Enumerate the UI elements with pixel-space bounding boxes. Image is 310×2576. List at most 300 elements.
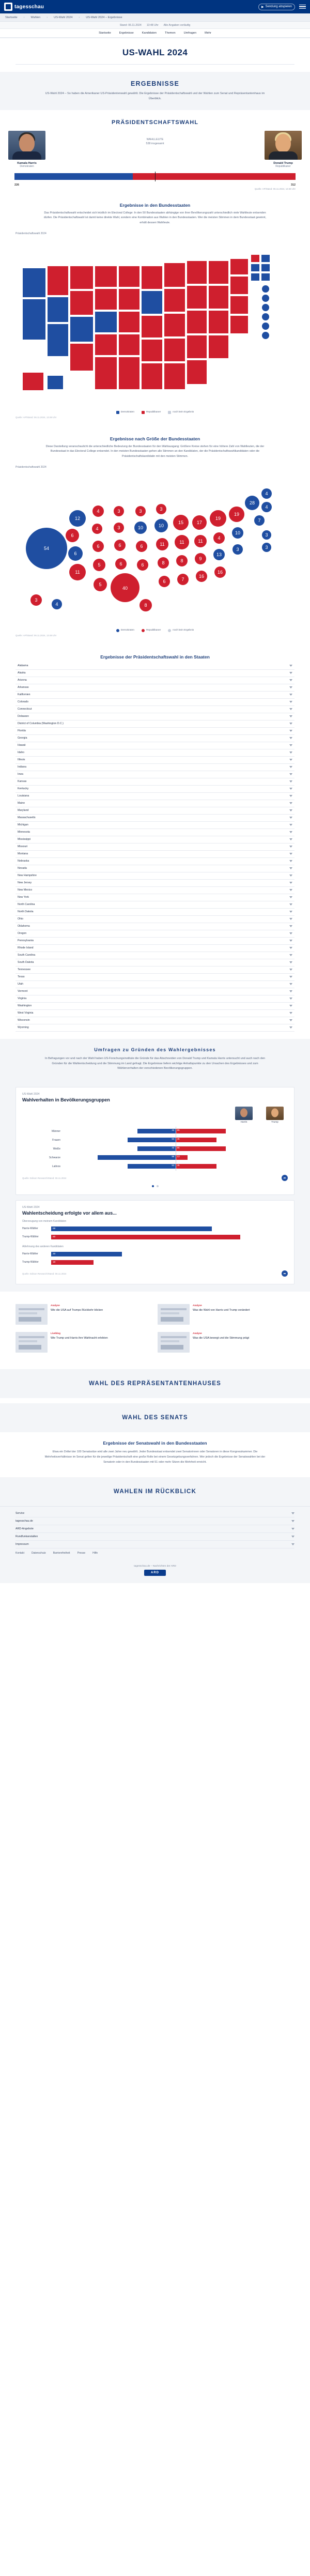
chevron-down-icon[interactable] bbox=[289, 846, 292, 848]
chevron-down-icon[interactable] bbox=[291, 1536, 295, 1538]
page-title: US-WAHL 2024 bbox=[122, 48, 188, 57]
chevron-down-icon[interactable] bbox=[289, 780, 292, 783]
share-icon[interactable]: ➦ bbox=[282, 1270, 288, 1277]
state-name: Wisconsin bbox=[18, 1019, 30, 1022]
footer-section-row[interactable] bbox=[16, 1541, 295, 1548]
bar-left-half bbox=[64, 1146, 176, 1151]
presidential-section bbox=[0, 110, 310, 190]
footer-link[interactable]: Barrierefreiheit bbox=[53, 1552, 70, 1555]
bar-row-label: Männer bbox=[52, 1129, 60, 1133]
state-row[interactable] bbox=[16, 663, 295, 670]
state-name: Montana bbox=[18, 852, 28, 856]
chevron-down-icon[interactable] bbox=[289, 686, 292, 688]
bar-row bbox=[22, 1162, 288, 1171]
svg-text:6: 6 bbox=[74, 550, 77, 556]
state-row[interactable] bbox=[16, 713, 295, 720]
state-row[interactable] bbox=[16, 1010, 295, 1017]
chevron-down-icon[interactable] bbox=[289, 817, 292, 819]
candidate-party: Demokraten bbox=[20, 164, 34, 168]
svg-text:10: 10 bbox=[235, 530, 241, 535]
us-bubble-map[interactable] bbox=[16, 471, 295, 626]
card-title: Wahlentscheidung erfolgte vor allem aus... bbox=[22, 1210, 117, 1216]
footer-section-label: Service bbox=[16, 1512, 25, 1515]
chevron-down-icon[interactable] bbox=[289, 998, 292, 1000]
bar-harris bbox=[128, 1164, 176, 1169]
breadcrumb-item-1[interactable]: Wahlen bbox=[30, 16, 41, 19]
map-caption: Präsidentschaftswahl 2024 bbox=[16, 465, 47, 469]
chevron-down-icon[interactable] bbox=[289, 896, 292, 898]
chevron-down-icon[interactable] bbox=[289, 701, 292, 703]
state-row[interactable] bbox=[16, 706, 295, 713]
breadcrumb-item-3[interactable]: US-Wahl 2024 – Ergebnisse bbox=[86, 16, 122, 19]
play-broadcast-button[interactable] bbox=[258, 4, 295, 10]
ard-logo-label: ARD bbox=[151, 1571, 159, 1575]
teaser-row-1 bbox=[16, 1304, 295, 1325]
state-name: District of Columbia (Washington D.C.) bbox=[18, 722, 64, 726]
tab-ergebnisse[interactable]: Ergebnisse bbox=[119, 32, 134, 35]
teaser-text bbox=[51, 1304, 152, 1325]
tab-themen[interactable]: Themen bbox=[165, 32, 176, 35]
bar-right-half bbox=[176, 1146, 288, 1151]
state-row[interactable] bbox=[16, 916, 295, 923]
state-row[interactable] bbox=[16, 945, 295, 952]
electors-section-text: Das Präsidentschaftswahl entscheidet sich letztlich im Electoral College: In den 50 Bundesstaaten abhängige von ihrer Bevölkerungszahl unterschiedlich viele Wahlleute entsenden dürfen. Die Präsidentschaftswahl ist damit keine direkte Wahl, sondern eine Kombination aus Wahlen in den Bundesstaaten. Wer die meisten Stimmen in dem Bundesstaat gewinnt, erhält dessen Wahlleute. bbox=[43, 211, 267, 224]
chevron-down-icon[interactable] bbox=[289, 903, 292, 906]
breadcrumb-item-0[interactable]: Startseite bbox=[5, 16, 18, 19]
state-row[interactable] bbox=[16, 684, 295, 692]
state-row[interactable] bbox=[16, 865, 295, 872]
state-name: Vermont bbox=[18, 990, 28, 993]
state-name: Wyoming bbox=[18, 1026, 29, 1030]
chart-card-wahlverhalten bbox=[16, 1087, 295, 1195]
state-name: Mississippi bbox=[18, 838, 31, 841]
legend-thumb-harris bbox=[235, 1107, 253, 1124]
chevron-down-icon[interactable] bbox=[289, 802, 292, 804]
state-row[interactable] bbox=[16, 829, 295, 836]
svg-text:13: 13 bbox=[216, 551, 222, 557]
teaser-thumbnail bbox=[158, 1304, 190, 1325]
footer-section-row[interactable] bbox=[16, 1517, 295, 1525]
state-row[interactable] bbox=[16, 851, 295, 858]
state-row[interactable] bbox=[16, 720, 295, 728]
svg-text:10: 10 bbox=[158, 523, 164, 528]
results-band bbox=[0, 72, 310, 110]
state-row[interactable] bbox=[16, 844, 295, 851]
bar-track bbox=[51, 1235, 288, 1239]
tab-kandidaten[interactable]: Kandidaten bbox=[142, 32, 157, 35]
legend-item-rep bbox=[142, 411, 161, 414]
chevron-down-icon[interactable] bbox=[289, 694, 292, 696]
chevron-down-icon[interactable] bbox=[289, 860, 292, 862]
state-name: Oregon bbox=[18, 932, 27, 936]
state-row[interactable] bbox=[16, 1003, 295, 1010]
top-bar bbox=[0, 0, 310, 13]
chevron-down-icon[interactable] bbox=[289, 947, 292, 949]
state-name: Kentucky bbox=[18, 787, 29, 791]
states-list-title: Ergebnisse der Präsidentschaftswahl in den Staaten bbox=[100, 654, 210, 660]
state-row[interactable] bbox=[16, 858, 295, 865]
chevron-down-icon[interactable] bbox=[289, 918, 292, 920]
state-name: South Dakota bbox=[18, 961, 34, 964]
chevron-down-icon[interactable] bbox=[289, 867, 292, 869]
state-row[interactable] bbox=[16, 952, 295, 959]
state-row[interactable] bbox=[16, 988, 295, 995]
candidate-name: Donald Trump bbox=[273, 161, 293, 165]
chevron-down-icon[interactable] bbox=[289, 672, 292, 674]
svg-text:10: 10 bbox=[137, 525, 144, 530]
breadcrumb-item-2[interactable]: US-Wahl 2024 bbox=[54, 16, 73, 19]
state-row[interactable] bbox=[16, 742, 295, 749]
svg-text:16: 16 bbox=[198, 573, 205, 579]
state-row[interactable] bbox=[16, 677, 295, 684]
retro-title: WAHLEN IM RÜCKBLICK bbox=[113, 1489, 197, 1495]
state-row[interactable] bbox=[16, 800, 295, 807]
chevron-down-icon[interactable] bbox=[291, 1528, 295, 1530]
map-source: Quelle: AP/Stand: 06.11.2024, 13:48 Uhr bbox=[16, 634, 57, 637]
card-footer bbox=[22, 1175, 288, 1181]
svg-text:7: 7 bbox=[181, 576, 184, 582]
teaser-card[interactable] bbox=[158, 1304, 295, 1325]
teaser-card[interactable] bbox=[16, 1304, 152, 1325]
state-name: Illinois bbox=[18, 758, 25, 762]
chevron-down-icon[interactable] bbox=[289, 766, 292, 768]
retro-band[interactable] bbox=[0, 1477, 310, 1506]
state-row[interactable] bbox=[16, 887, 295, 894]
state-name: Nevada bbox=[18, 867, 27, 870]
chevron-down-icon[interactable] bbox=[289, 809, 292, 811]
state-name: Iowa bbox=[18, 773, 23, 776]
bar-value-trump: 13 bbox=[177, 1155, 180, 1158]
legend-item-dem bbox=[116, 629, 134, 632]
legend-label-rep: Republikaner bbox=[146, 629, 161, 632]
bar-value-trump: 45 bbox=[177, 1163, 180, 1167]
state-row[interactable] bbox=[16, 923, 295, 930]
tab-mehr[interactable]: Mehr bbox=[205, 32, 211, 35]
legend-label-dem: Demokraten bbox=[120, 629, 135, 632]
state-row[interactable] bbox=[16, 771, 295, 778]
state-row[interactable] bbox=[16, 959, 295, 967]
svg-text:3: 3 bbox=[139, 508, 142, 514]
footer-links bbox=[16, 1552, 295, 1560]
chevron-down-icon[interactable] bbox=[289, 1026, 292, 1029]
legend-thumb-trump bbox=[266, 1107, 284, 1124]
state-name: Nebraska bbox=[18, 860, 29, 863]
chevron-down-icon[interactable] bbox=[289, 744, 292, 746]
house-band[interactable] bbox=[0, 1369, 310, 1398]
svg-text:8: 8 bbox=[180, 558, 183, 563]
state-name: Idaho bbox=[18, 751, 24, 755]
state-row[interactable] bbox=[16, 894, 295, 901]
state-row[interactable] bbox=[16, 974, 295, 981]
footer-section-row[interactable] bbox=[16, 1510, 295, 1517]
footer-link[interactable]: Datenschutz bbox=[31, 1552, 46, 1555]
footer bbox=[0, 1506, 310, 1583]
state-row[interactable] bbox=[16, 793, 295, 800]
electoral-rep-value: 312 bbox=[291, 183, 296, 187]
svg-text:6: 6 bbox=[71, 532, 74, 538]
state-name: Arizona bbox=[18, 679, 27, 682]
state-row[interactable] bbox=[16, 692, 295, 699]
teaser-thumbnail bbox=[16, 1304, 48, 1325]
chevron-down-icon[interactable] bbox=[291, 1543, 295, 1545]
svg-text:11: 11 bbox=[75, 569, 80, 575]
candidate-trump[interactable] bbox=[265, 131, 302, 168]
bar-row-label: Trump-Wähler bbox=[22, 1235, 39, 1239]
state-name: North Carolina bbox=[18, 903, 35, 907]
chevron-down-icon[interactable] bbox=[289, 911, 292, 913]
svg-text:6: 6 bbox=[163, 578, 166, 584]
chevron-down-icon[interactable] bbox=[291, 1520, 295, 1522]
majority-marker bbox=[155, 172, 156, 181]
teaser-card[interactable] bbox=[158, 1332, 295, 1353]
chevron-down-icon[interactable] bbox=[291, 1512, 295, 1514]
group-1-label: Überzeugung von meinem Kandidaten bbox=[22, 1220, 67, 1223]
electors-summary bbox=[45, 131, 265, 145]
bar-fill bbox=[51, 1260, 94, 1265]
state-row[interactable] bbox=[16, 815, 295, 822]
svg-text:5: 5 bbox=[99, 581, 102, 587]
state-row[interactable] bbox=[16, 728, 295, 735]
us-choropleth-map[interactable] bbox=[16, 237, 295, 408]
legend-item-none bbox=[168, 629, 194, 632]
state-row[interactable] bbox=[16, 749, 295, 757]
bar-right-half bbox=[176, 1129, 288, 1133]
senate-band[interactable] bbox=[0, 1403, 310, 1432]
electoral-bar-rep bbox=[133, 173, 296, 180]
state-name: Rhode Island bbox=[18, 946, 34, 950]
chevron-down-icon[interactable] bbox=[289, 853, 292, 855]
breadcrumb-sep: › bbox=[79, 16, 80, 19]
state-row[interactable] bbox=[16, 1017, 295, 1024]
presidential-heading: PRÄSIDENTSCHAFTSWAHL bbox=[112, 119, 198, 126]
avatar bbox=[265, 131, 302, 160]
svg-text:16: 16 bbox=[217, 569, 223, 575]
status-bar bbox=[0, 22, 310, 29]
chevron-down-icon[interactable] bbox=[289, 983, 292, 985]
senate-text-title: Ergebnisse der Senatswahl in den Bundesstaaten bbox=[103, 1440, 207, 1446]
state-row[interactable] bbox=[16, 670, 295, 677]
chevron-down-icon[interactable] bbox=[289, 954, 292, 956]
svg-text:3: 3 bbox=[117, 525, 120, 530]
chevron-down-icon[interactable] bbox=[289, 715, 292, 717]
chevron-down-icon[interactable] bbox=[289, 730, 292, 732]
bar-right-half bbox=[176, 1155, 288, 1160]
senate-title: WAHL DES SENATS bbox=[122, 1415, 188, 1421]
svg-text:3: 3 bbox=[265, 532, 268, 538]
legend-name-trump: Trump bbox=[271, 1121, 278, 1124]
chevron-down-icon[interactable] bbox=[289, 940, 292, 942]
state-row[interactable] bbox=[16, 909, 295, 916]
chevron-down-icon[interactable] bbox=[289, 679, 292, 681]
carousel-dot-2[interactable] bbox=[157, 1185, 159, 1187]
teaser-text bbox=[193, 1304, 295, 1325]
state-row[interactable] bbox=[16, 930, 295, 938]
chevron-down-icon[interactable] bbox=[289, 1019, 292, 1021]
legend-swatch-none bbox=[168, 629, 171, 632]
svg-text:12: 12 bbox=[74, 515, 81, 521]
bar-value: 30 bbox=[53, 1252, 56, 1255]
state-row[interactable] bbox=[16, 901, 295, 909]
bar-row bbox=[22, 1233, 288, 1241]
chevron-down-icon[interactable] bbox=[289, 969, 292, 971]
senate-text-section bbox=[0, 1432, 310, 1474]
candidate-harris[interactable] bbox=[8, 131, 45, 168]
bar-left-half bbox=[64, 1164, 176, 1169]
svg-text:3: 3 bbox=[117, 508, 120, 514]
state-row[interactable] bbox=[16, 967, 295, 974]
teaser-thumbnail bbox=[16, 1332, 48, 1353]
electoral-dem-value: 226 bbox=[14, 183, 19, 187]
footer-link[interactable]: Hilfe bbox=[92, 1552, 98, 1555]
map-source: Quelle: AP/Stand: 06.11.2024, 13:48 Uhr bbox=[16, 416, 57, 419]
chevron-down-icon[interactable] bbox=[289, 795, 292, 797]
chevron-down-icon[interactable] bbox=[289, 723, 292, 725]
chevron-down-icon[interactable] bbox=[289, 932, 292, 934]
chevron-down-icon[interactable] bbox=[289, 665, 292, 667]
chevron-down-icon[interactable] bbox=[289, 875, 292, 877]
state-row[interactable] bbox=[16, 872, 295, 880]
footer-section-row[interactable] bbox=[16, 1533, 295, 1541]
chevron-down-icon[interactable] bbox=[289, 824, 292, 826]
state-row[interactable] bbox=[16, 880, 295, 887]
svg-text:40: 40 bbox=[122, 585, 128, 591]
bar-value-harris: 53 bbox=[172, 1163, 175, 1167]
legend-swatch-rep bbox=[142, 411, 145, 414]
footer-link[interactable]: Presse bbox=[77, 1552, 86, 1555]
size-section bbox=[0, 424, 310, 642]
chevron-down-icon[interactable] bbox=[289, 752, 292, 754]
state-row[interactable] bbox=[16, 786, 295, 793]
share-icon[interactable]: ➦ bbox=[282, 1175, 288, 1181]
state-row[interactable] bbox=[16, 981, 295, 988]
state-name: Michigan bbox=[18, 823, 28, 827]
chevron-down-icon[interactable] bbox=[289, 1005, 292, 1007]
carousel-dot-1[interactable] bbox=[152, 1185, 154, 1187]
chevron-down-icon[interactable] bbox=[289, 882, 292, 884]
state-row[interactable] bbox=[16, 735, 295, 742]
play-icon: ▶ bbox=[261, 5, 264, 9]
chevron-down-icon[interactable] bbox=[289, 925, 292, 927]
svg-text:4: 4 bbox=[265, 490, 268, 496]
state-name: Maryland bbox=[18, 809, 29, 812]
chevron-down-icon[interactable] bbox=[289, 1012, 292, 1014]
svg-text:19: 19 bbox=[215, 515, 221, 521]
electoral-bar-source: Quelle: AP/Stand: 06.11.2024, 13:48 Uhr bbox=[254, 187, 296, 190]
state-row[interactable] bbox=[16, 938, 295, 945]
menu-button[interactable] bbox=[299, 5, 306, 9]
bar-harris bbox=[137, 1129, 176, 1133]
footer-sections bbox=[0, 1510, 310, 1548]
state-name: New Jersey bbox=[18, 881, 32, 885]
tab-umfragen[interactable]: Umfragen bbox=[183, 32, 197, 35]
state-row[interactable] bbox=[16, 1024, 295, 1032]
state-row[interactable] bbox=[16, 764, 295, 771]
bar-trump bbox=[176, 1164, 217, 1169]
chevron-down-icon[interactable] bbox=[289, 788, 292, 790]
state-row[interactable] bbox=[16, 822, 295, 829]
bar-row-label: Harris-Wähler bbox=[22, 1252, 38, 1256]
chevron-down-icon[interactable] bbox=[289, 773, 292, 775]
teaser-card[interactable] bbox=[16, 1332, 152, 1353]
state-row[interactable] bbox=[16, 778, 295, 786]
bar-row-label: Trump-Wähler bbox=[22, 1261, 39, 1264]
chevron-down-icon[interactable] bbox=[289, 961, 292, 963]
state-row[interactable] bbox=[16, 757, 295, 764]
state-row[interactable] bbox=[16, 699, 295, 706]
bar-row bbox=[22, 1250, 288, 1258]
state-name: Alabama bbox=[18, 664, 28, 668]
state-row[interactable] bbox=[16, 995, 295, 1003]
chevron-down-icon[interactable] bbox=[289, 976, 292, 978]
state-name: Washington bbox=[18, 1004, 32, 1008]
top-bar-right bbox=[258, 4, 306, 10]
status-time: 13:48 Uhr bbox=[146, 23, 159, 27]
chevron-down-icon[interactable] bbox=[289, 831, 292, 833]
chevron-down-icon[interactable] bbox=[289, 889, 292, 891]
chevron-down-icon[interactable] bbox=[289, 737, 292, 739]
card-legend bbox=[22, 1107, 288, 1124]
svg-text:6: 6 bbox=[97, 543, 100, 549]
legend-swatch-dem bbox=[116, 629, 119, 632]
bar-trump bbox=[176, 1138, 217, 1142]
state-row[interactable] bbox=[16, 807, 295, 815]
bar-value-harris: 42 bbox=[172, 1146, 175, 1149]
brand[interactable] bbox=[4, 3, 44, 11]
electoral-bar bbox=[14, 173, 296, 180]
svg-text:4: 4 bbox=[96, 526, 99, 531]
footer-section-label: Impressum bbox=[16, 1543, 29, 1546]
surveys-band bbox=[0, 1039, 310, 1080]
svg-text:54: 54 bbox=[43, 545, 50, 551]
chart-card-1-wrap bbox=[0, 1080, 310, 1292]
surveys-text: In Befragungen vor und nach der Wahl haben US-Forschungsinstitute die Gründe für das Abschneiden von Donald Trump und Kamala Harris untersucht und auch nach den Gründen für die Wahlentscheidung und die Stimmung im Land gefragt. Die Ergebnisse liefern wichtige Anhaltspunkte zu den Ursachen des Ergebnisses und zum Wählerverhalten der verschiedenen Bevölkerungsgruppen. bbox=[44, 1056, 266, 1070]
teaser-thumbnail bbox=[158, 1332, 190, 1353]
state-name: South Carolina bbox=[18, 954, 36, 957]
svg-text:6: 6 bbox=[140, 543, 143, 549]
bar-left-half bbox=[64, 1129, 176, 1133]
state-name: Texas bbox=[18, 975, 25, 979]
state-name: New York bbox=[18, 896, 29, 899]
footer-section-row[interactable] bbox=[16, 1525, 295, 1533]
teaser-tag: Liveblog bbox=[51, 1332, 60, 1335]
chevron-down-icon[interactable] bbox=[289, 838, 292, 840]
chevron-down-icon[interactable] bbox=[289, 708, 292, 710]
bar-track bbox=[51, 1226, 288, 1231]
bar-right-half bbox=[176, 1138, 288, 1142]
state-name: New Mexico bbox=[18, 888, 33, 892]
svg-text:15: 15 bbox=[178, 519, 184, 525]
footer-link[interactable]: Kontakt bbox=[16, 1552, 24, 1555]
bar-track bbox=[51, 1252, 288, 1256]
bar-fill bbox=[51, 1252, 122, 1256]
svg-text:11: 11 bbox=[179, 539, 184, 545]
play-broadcast-label: Sendung abspielen bbox=[265, 5, 292, 8]
breadcrumb-sep: › bbox=[47, 16, 48, 19]
teaser-tag: Analyse bbox=[51, 1304, 60, 1307]
chevron-down-icon[interactable] bbox=[289, 759, 292, 761]
legend-label-none: noch kein Ergebnis bbox=[173, 411, 194, 414]
state-name: Connecticut bbox=[18, 708, 32, 711]
svg-text:19: 19 bbox=[234, 511, 240, 517]
state-row[interactable] bbox=[16, 836, 295, 844]
bar-trump bbox=[176, 1155, 188, 1160]
chevron-down-icon[interactable] bbox=[289, 990, 292, 992]
bar-value-harris: 86 bbox=[172, 1155, 175, 1158]
results-title: ERGEBNISSE bbox=[131, 80, 179, 87]
legend-name-harris: Harris bbox=[240, 1121, 247, 1124]
tab-startseite[interactable]: Startseite bbox=[99, 32, 111, 35]
bar-harris bbox=[137, 1146, 176, 1151]
